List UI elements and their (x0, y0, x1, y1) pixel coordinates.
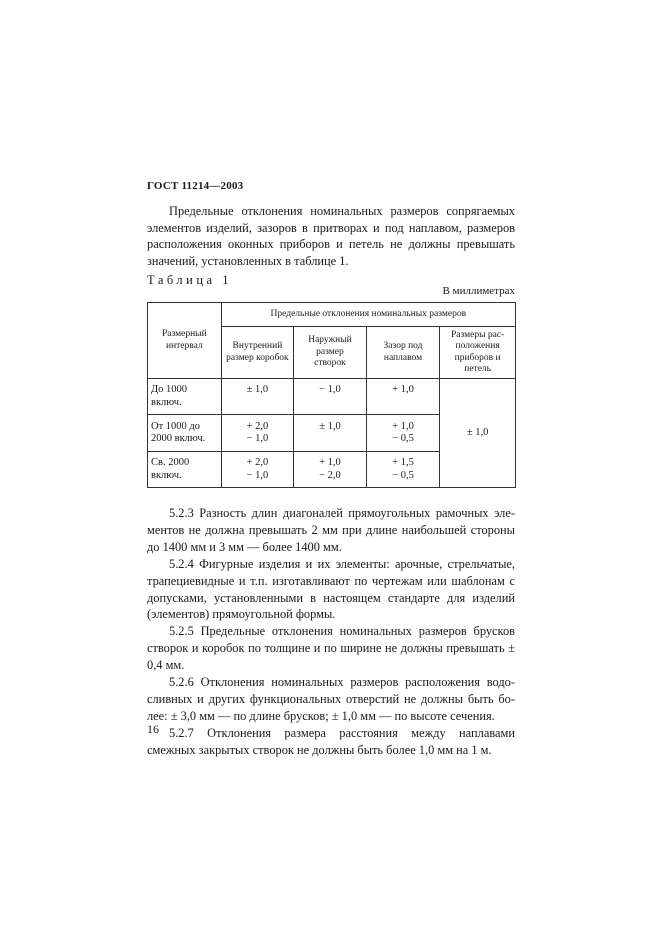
cell-interval: От 1000 до 2000 включ. (148, 415, 222, 452)
header-inner-size: Внутренний размер коробок (221, 327, 294, 379)
cell-outer: − 1,0 (294, 379, 367, 415)
intro-line: расположения оконных приборов и петель не должны превышать (147, 237, 515, 251)
page-number: 16 (147, 722, 159, 736)
intro-paragraph (147, 203, 515, 269)
header-outer-size: Наружный размер створок (294, 327, 367, 379)
clause-5-2-6: 5.2.6 Отклонения номинальных размеров расположения водо- сливных и других функциональных отверстий не должны быть бо- лее: ± 3,0 мм — по длине брусков; ± 1,0 мм — по высоте сечения. (147, 675, 515, 723)
table-units: В миллиметрах (442, 285, 515, 297)
cell-inner: ± 1,0 (221, 379, 294, 415)
cell-outer: ± 1,0 (294, 415, 367, 452)
cell-inner: + 2,0 − 1,0 (221, 415, 294, 452)
intro-line: Предельные отклонения номинальных размеров сопрягаемых (169, 204, 515, 218)
intro-line: значений, установленных в таблице 1. (147, 253, 349, 268)
cell-gap: + 1,0 − 0,5 (366, 415, 440, 452)
deviation-table (147, 302, 516, 488)
clause-5-2-5: 5.2.5 Предельные отклонения номинальных размеров брусков створок и коробок по толщине и по ширине не должны превышать ± 0,4 мм. (147, 624, 515, 673)
clause-5-2-4: 5.2.4 Фигурные изделия и их элементы: арочные, стрельчатые, трапециевидные и т.п. изготавливают по чертежам или шаблонам с допусками, установленными в настоящем стандарте для изделий (элементов) прямоугольной формы. (147, 556, 515, 622)
header-placement: Размеры рас- положения приборов и петель (440, 327, 516, 379)
header-gap: Зазор под наплавом (366, 327, 440, 379)
cell-gap: + 1,0 (366, 379, 440, 415)
cell-interval: До 1000 включ. (148, 379, 222, 415)
cell-inner: + 2,0 − 1,0 (221, 452, 294, 488)
clause-5-2-7: 5.2.7 Отклонения размера расстояния между наплавами смежных закрытых створок не должны быть более 1,0 мм на 1 м. (147, 725, 515, 757)
header-size-interval: Размерный интервал (148, 303, 222, 379)
cell-outer: + 1,0 − 2,0 (294, 452, 367, 488)
intro-line: элементов изделий, зазоров в притворах и под наплавом, размеров (147, 220, 515, 235)
document-code: ГОСТ 11214—2003 (147, 180, 244, 192)
cell-gap: + 1,5 − 0,5 (366, 452, 440, 488)
cell-interval: Св. 2000 включ. (148, 452, 222, 488)
clause-5-2-3: 5.2.3 Разность длин диагоналей прямоугольных рамочных эле- ментов не должна превышать 2 мм при длине наибольшей стороны до 1400 мм и 3 мм — более 1400 мм. (147, 506, 515, 554)
cell-placement: ± 1,0 (440, 379, 516, 488)
body-text (147, 505, 515, 759)
table-row (148, 379, 516, 415)
table-caption: Таблица 1 (147, 273, 232, 287)
header-deviations-group: Предельные отклонения номинальных размеров (221, 303, 515, 327)
